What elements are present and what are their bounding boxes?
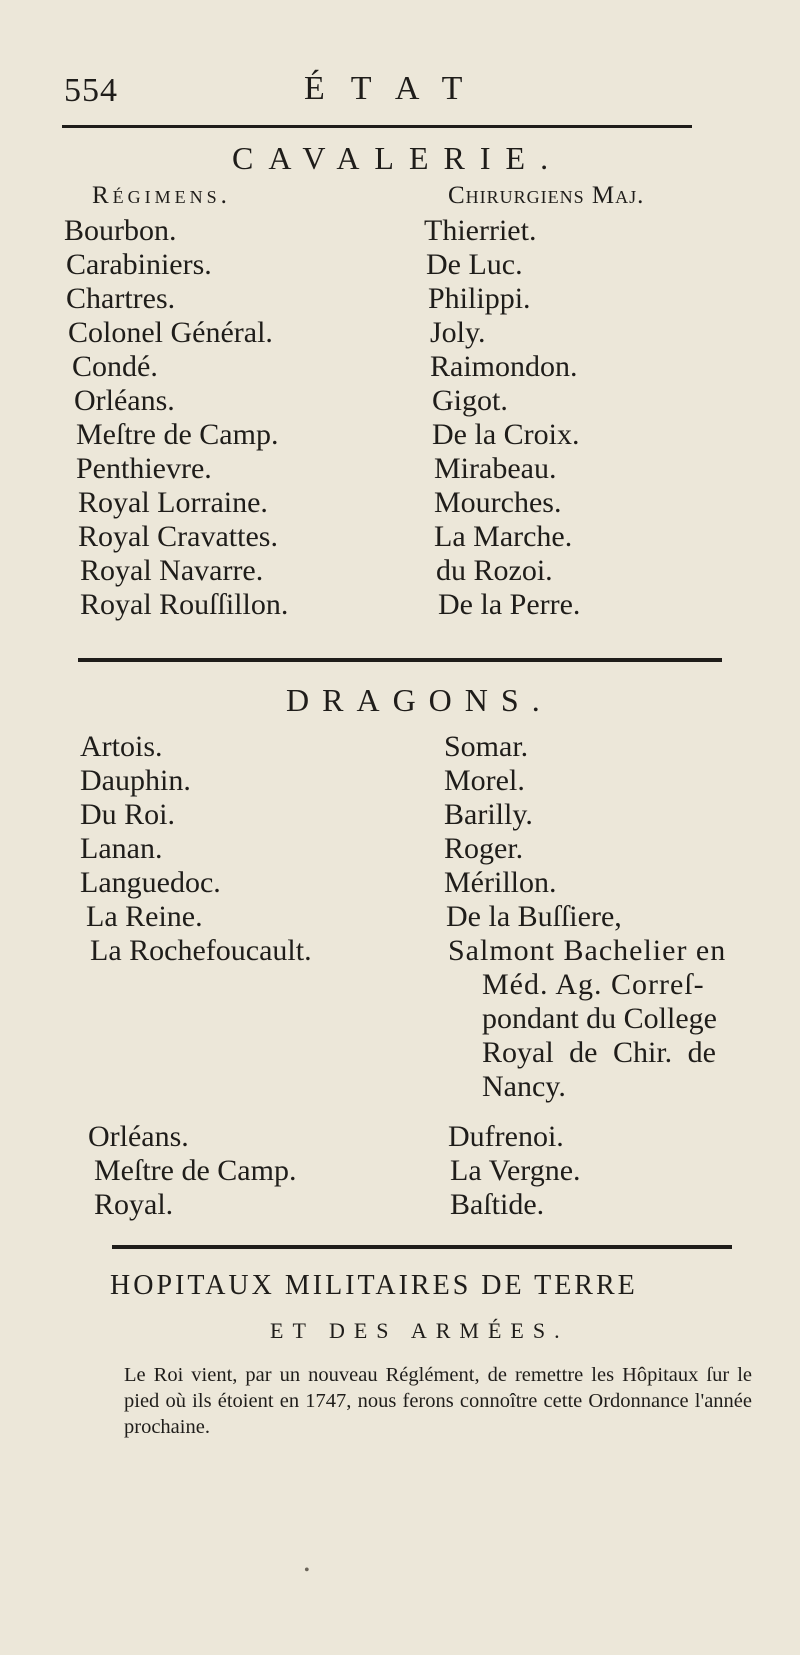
surgeon-entry: Morel. bbox=[444, 764, 525, 797]
continuation-line: Nancy. bbox=[482, 1070, 566, 1103]
section-rule bbox=[112, 1245, 732, 1249]
ink-speck: • bbox=[304, 1562, 310, 1579]
hopitaux-note: Le Roi vient, par un nouveau Réglément, de remettre les Hôpitaux ſur le pied où ils étoient en 1747, nous ferons connoître cette Ordonnance l'année prochaine. bbox=[124, 1364, 752, 1438]
surgeon-entry: Mérillon. bbox=[444, 866, 557, 899]
surgeon-entry: De la Perre. bbox=[438, 588, 581, 621]
cavalerie-chirurgiens-list bbox=[424, 214, 580, 622]
dragons-title: DRAGONS. bbox=[286, 682, 553, 718]
surgeon-entry: Philippi. bbox=[428, 282, 531, 315]
regiment-entry: Meſtre de Camp. bbox=[94, 1154, 297, 1187]
dragons-chirurgiens-list-2 bbox=[448, 1120, 581, 1222]
surgeon-entry: Salmont Bachelier en bbox=[448, 934, 727, 967]
chirurgiens-header: Chirurgiens Maj. bbox=[448, 182, 645, 209]
dragons-regiments-list-2 bbox=[88, 1120, 296, 1222]
surgeon-entry: Joly. bbox=[430, 316, 486, 349]
continuation-line: pondant du College bbox=[482, 1002, 717, 1035]
continuation-line: Méd. Ag. Correſ- bbox=[482, 968, 705, 1001]
page-number: 554 bbox=[64, 72, 118, 109]
regiment-entry: Carabiniers. bbox=[66, 248, 212, 281]
regimens-header: Régimens. bbox=[92, 182, 231, 209]
cavalerie-regiments-list bbox=[64, 214, 288, 622]
surgeon-entry: Baſtide. bbox=[450, 1188, 545, 1221]
surgeon-entry: Roger. bbox=[444, 832, 524, 865]
surgeon-entry: Mirabeau. bbox=[434, 452, 557, 485]
continuation-line: Royal de Chir. de bbox=[482, 1036, 716, 1069]
regiment-entry: Penthievre. bbox=[76, 452, 212, 485]
surgeon-entry: Dufrenoi. bbox=[448, 1120, 564, 1153]
surgeon-entry: Thierriet. bbox=[424, 214, 537, 247]
surgeon-entry: Somar. bbox=[444, 730, 529, 763]
regiment-entry: Languedoc. bbox=[80, 866, 221, 899]
cavalerie-title: CAVALERIE. bbox=[232, 140, 564, 176]
regiment-entry: Bourbon. bbox=[64, 214, 177, 247]
surgeon-entry: De Luc. bbox=[426, 248, 523, 281]
surgeon-entry: La Vergne. bbox=[450, 1154, 581, 1187]
surgeon-entry: Gigot. bbox=[432, 384, 508, 417]
surgeon-entry: du Rozoi. bbox=[436, 554, 553, 587]
header-rule bbox=[62, 125, 692, 128]
regiment-entry: Royal Rouſſillon. bbox=[80, 588, 289, 621]
regiment-entry: Royal Lorraine. bbox=[78, 486, 268, 519]
surgeon-entry: Barilly. bbox=[444, 798, 533, 831]
regiment-entry: Du Roi. bbox=[80, 798, 176, 831]
regiment-entry: Royal. bbox=[94, 1188, 174, 1221]
running-title: ÉTAT bbox=[304, 70, 489, 107]
regiment-entry: Orléans. bbox=[74, 384, 175, 417]
section-rule bbox=[78, 658, 722, 662]
regiment-entry: Chartres. bbox=[66, 282, 176, 315]
hopitaux-title: HOPITAUX MILITAIRES DE TERRE bbox=[110, 1270, 638, 1301]
regiment-entry: La Reine. bbox=[86, 900, 203, 933]
regiment-entry: Royal Navarre. bbox=[80, 554, 264, 587]
dragons-chirurgiens-list bbox=[444, 730, 726, 968]
regiment-entry: Colonel Général. bbox=[68, 316, 273, 349]
hopitaux-subtitle: ET DES ARMÉES. bbox=[270, 1318, 569, 1343]
surgeon-entry: Mourches. bbox=[434, 486, 562, 519]
dragons-regiments-list bbox=[80, 730, 312, 968]
surgeon-entry: De la Croix. bbox=[432, 418, 580, 451]
surgeon-entry: Raimondon. bbox=[430, 350, 578, 383]
regiment-entry: Condé. bbox=[72, 350, 158, 383]
surgeon-entry: De la Buſſiere, bbox=[446, 900, 622, 933]
regiment-entry: Royal Cravattes. bbox=[78, 520, 278, 553]
regiment-entry: Orléans. bbox=[88, 1120, 189, 1153]
regiment-entry: Lanan. bbox=[80, 832, 163, 865]
surgeon-entry: La Marche. bbox=[434, 520, 573, 553]
regiment-entry: Meſtre de Camp. bbox=[76, 418, 279, 451]
regiment-entry: Dauphin. bbox=[80, 764, 191, 797]
regiment-entry: La Rochefoucault. bbox=[90, 934, 312, 967]
regiment-entry: Artois. bbox=[80, 730, 163, 763]
salmont-continuation bbox=[482, 968, 750, 1104]
